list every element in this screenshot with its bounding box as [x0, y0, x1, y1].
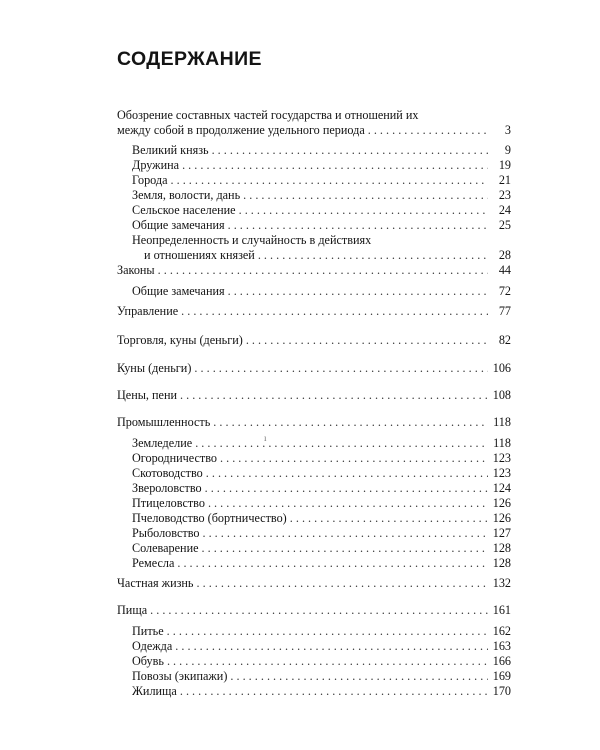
toc-entry-label: Куны (деньги) [117, 361, 192, 375]
toc-entry-label: Общие замечания [132, 284, 225, 298]
toc-entry-page: 23 [498, 188, 511, 202]
toc-entry-line1: Неопределенность и случайность в действиях [132, 233, 372, 247]
toc-entry-label: Торговля, куны (деньги) [117, 333, 243, 347]
leader-dots [258, 248, 488, 263]
leader-dots [208, 496, 488, 511]
toc-entry[interactable] [132, 451, 511, 466]
toc-entry[interactable] [132, 173, 511, 188]
toc-entry-page: 9 [504, 143, 511, 157]
leader-dots [228, 218, 488, 233]
toc-entry-label: Пчеловодство (бортничество) [132, 511, 287, 525]
toc-entry[interactable] [132, 654, 511, 669]
leader-dots [239, 203, 488, 218]
toc-entry-page: 106 [492, 361, 511, 375]
toc-entry-page: 21 [498, 173, 511, 187]
toc-entry-page: 28 [498, 248, 511, 262]
toc-entry-label: Управление [117, 304, 179, 318]
leader-dots [197, 576, 489, 591]
leader-dots [243, 188, 488, 203]
toc-entry-page: 118 [493, 436, 511, 450]
toc-entry[interactable] [117, 123, 511, 138]
toc-entry-label: Ремесла [132, 556, 175, 570]
toc-entry[interactable] [132, 218, 511, 233]
toc-entry[interactable] [117, 415, 511, 430]
leader-dots [181, 304, 488, 319]
toc-entry-page: 170 [492, 684, 511, 698]
toc-entry[interactable] [132, 284, 511, 299]
leader-dots [213, 415, 488, 430]
leader-dots [228, 284, 488, 299]
toc-entry[interactable] [117, 263, 511, 278]
leader-dots [158, 263, 488, 278]
toc-entry[interactable] [117, 603, 511, 618]
toc-entry-page: 77 [498, 304, 511, 318]
toc-entry-label: Промышленность [117, 415, 211, 429]
leader-dots [212, 143, 488, 158]
toc-entry-label: Повозы (экипажи) [132, 669, 228, 683]
leader-dots [195, 436, 488, 451]
toc-entry-label: Земля, волости, дань [132, 188, 241, 202]
leader-dots [177, 556, 488, 571]
toc-entry-page: 166 [492, 654, 511, 668]
toc-entry-label: и отношениях князей [144, 248, 255, 262]
toc-entry-page: 126 [492, 496, 511, 510]
toc-entry[interactable] [117, 333, 511, 348]
toc-entry[interactable] [132, 158, 511, 173]
leader-dots [180, 684, 488, 699]
toc-entry-label: Звероловство [132, 481, 202, 495]
toc-entry-label: Дружина [132, 158, 180, 172]
toc-entry-label: Скотоводство [132, 466, 203, 480]
toc-entry-label: Земледелие [132, 436, 193, 450]
toc-entry-page: 3 [504, 123, 511, 137]
toc-entry-page: 128 [492, 556, 511, 570]
leader-dots [171, 173, 488, 188]
toc-entry-label: Обувь [132, 654, 164, 668]
toc-entry-label: Огородничество [132, 451, 218, 465]
scan-speck: ı [264, 433, 267, 443]
toc-entry[interactable] [132, 511, 511, 526]
toc-entry-label: Пища [117, 603, 148, 617]
toc-entry-label: Сельское население [132, 203, 236, 217]
toc-entry-label: Города [132, 173, 168, 187]
toc-entry[interactable] [132, 203, 511, 218]
toc-entry[interactable] [132, 639, 511, 654]
toc-entry-label: Одежда [132, 639, 173, 653]
toc-entry[interactable] [132, 624, 511, 639]
toc-entry-page: 123 [492, 451, 511, 465]
toc-entry-page: 72 [498, 284, 511, 298]
leader-dots [206, 466, 488, 481]
toc-entry-page: 169 [492, 669, 511, 683]
toc-entry[interactable] [132, 436, 511, 451]
toc-entry-page: 19 [498, 158, 511, 172]
toc-entry-page: 124 [492, 481, 511, 495]
toc-entry-label: Великий князь [132, 143, 209, 157]
toc-entry-label: Питье [132, 624, 164, 638]
toc-entry-label: Рыболовство [132, 526, 200, 540]
leader-dots [202, 526, 488, 541]
toc-entry-page: 163 [492, 639, 511, 653]
leader-dots [182, 158, 488, 173]
toc-entry[interactable] [132, 541, 511, 556]
toc-entry-label: Частная жизнь [117, 576, 194, 590]
toc-entry[interactable] [117, 361, 511, 376]
toc-entry[interactable] [132, 669, 511, 684]
leader-dots [167, 624, 488, 639]
toc-entry-page: 132 [492, 576, 511, 590]
leader-dots [205, 481, 488, 496]
leader-dots [180, 388, 488, 403]
toc-entry-label: Жилища [132, 684, 177, 698]
toc-entry[interactable] [132, 526, 511, 541]
toc-entry-page: 161 [492, 603, 511, 617]
toc-entry[interactable] [117, 304, 511, 319]
leader-dots [368, 123, 488, 138]
toc-entry-page: 128 [492, 541, 511, 555]
toc-entry-page: 108 [492, 388, 511, 402]
leader-dots [290, 511, 488, 526]
leader-dots [150, 603, 488, 618]
leader-dots [175, 639, 488, 654]
toc-entry-page: 82 [498, 333, 511, 347]
leader-dots [220, 451, 488, 466]
toc-entry[interactable] [117, 388, 511, 403]
toc-entry-page: 24 [498, 203, 511, 217]
page-title: СОДЕРЖАНИЕ [117, 48, 262, 70]
toc-entry-page: 127 [492, 526, 511, 540]
toc-entry-page: 126 [492, 511, 511, 525]
toc-entry-page: 44 [498, 263, 511, 277]
toc-entry-page: 25 [498, 218, 511, 232]
leader-dots [230, 669, 488, 684]
toc-entry[interactable] [132, 481, 511, 496]
toc-entry-label: Общие замечания [132, 218, 225, 232]
toc-entry[interactable] [132, 684, 511, 699]
leader-dots [167, 654, 488, 669]
leader-dots [202, 541, 488, 556]
toc-entry-label: между собой в продолжение удельного периода [117, 123, 365, 137]
leader-dots [194, 361, 488, 376]
toc-entry-label: Птицеловство [132, 496, 205, 510]
toc-entry-page: 123 [492, 466, 511, 480]
toc-entry-page: 118 [493, 415, 511, 429]
toc-entry[interactable] [132, 188, 511, 203]
toc-entry[interactable] [117, 576, 511, 591]
toc-entry[interactable] [132, 496, 511, 511]
leader-dots [246, 333, 488, 348]
toc-entry[interactable] [132, 466, 511, 481]
toc-entry-label: Солеварение [132, 541, 199, 555]
toc-entry[interactable] [144, 248, 511, 263]
toc-entry-line1: Обозрение составных частей государства и отношений их [117, 108, 419, 122]
toc-entry[interactable] [132, 143, 511, 158]
toc-entry-page: 162 [492, 624, 511, 638]
toc-entry-label: Цены, пени [117, 388, 177, 402]
toc-entry[interactable] [132, 556, 511, 571]
toc-entry-label: Законы [117, 263, 155, 277]
